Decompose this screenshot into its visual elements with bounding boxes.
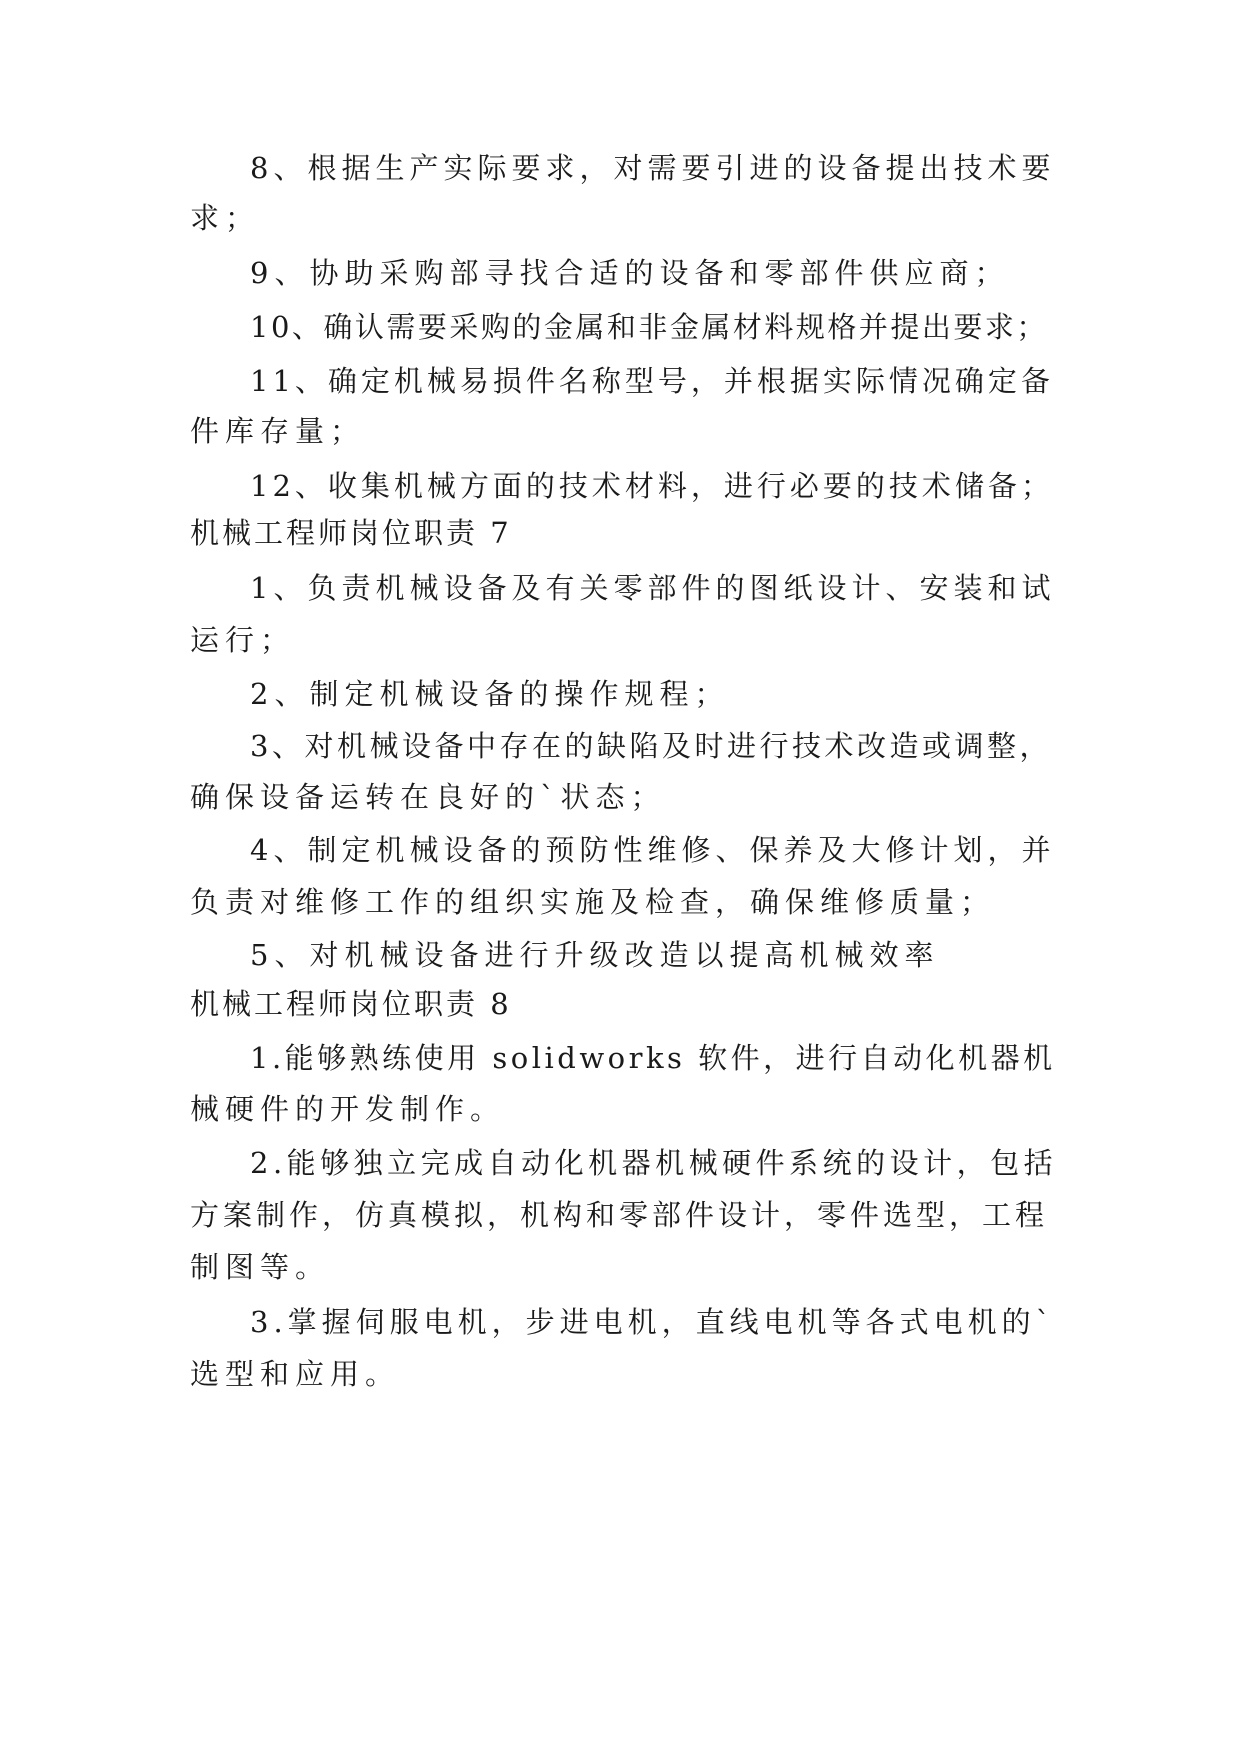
paragraph-line: 选型和应用。 (190, 1357, 401, 1391)
paragraph-line: 运行； (190, 623, 296, 657)
paragraph-line: 制图等。 (190, 1250, 331, 1284)
paragraph-line: 3、对机械设备中存在的缺陷及时进行技术改造或调整， (250, 729, 1052, 763)
paragraph-line: 12、收集机械方面的技术材料，进行必要的技术储备； (250, 469, 1054, 503)
paragraph-line: 负责对维修工作的组织实施及检查，确保维修质量； (190, 885, 996, 919)
paragraph-line: 10、确认需要采购的金属和非金属材料规格并提出要求； (250, 310, 1048, 344)
paragraph-line: 11、确定机械易损件名称型号，并根据实际情况确定备 (250, 364, 1054, 398)
section-heading: 机械工程师岗位职责 8 (190, 987, 512, 1021)
paragraph-line: 确保设备运转在良好的`状态； (190, 780, 666, 814)
paragraph-line: 9、协助采购部寻找合适的设备和零部件供应商； (250, 256, 1010, 290)
paragraph-line: 8、根据生产实际要求，对需要引进的设备提出技术要 (250, 151, 1056, 185)
paragraph-line: 求； (190, 201, 261, 235)
paragraph-line: 3.掌握伺服电机，步进电机，直线电机等各式电机的` (250, 1305, 1056, 1339)
paragraph-line: 5、对机械设备进行升级改造以提高机械效率 (250, 938, 940, 972)
paragraph-line: 械硬件的开发制作。 (190, 1092, 506, 1126)
paragraph-line: 4、制定机械设备的预防性维修、保养及大修计划，并 (250, 833, 1056, 867)
paragraph-line: 1、负责机械设备及有关零部件的图纸设计、安装和试 (250, 571, 1056, 605)
paragraph-line: 1.能够熟练使用 solidworks 软件，进行自动化机器机 (250, 1041, 1056, 1075)
section-heading: 机械工程师岗位职责 7 (190, 516, 512, 550)
paragraph-line: 2、制定机械设备的操作规程； (250, 677, 730, 711)
paragraph-line: 件库存量； (190, 414, 366, 448)
paragraph-line: 2.能够独立完成自动化机器机械硬件系统的设计，包括 (250, 1146, 1058, 1180)
paragraph-line: 方案制作，仿真模拟，机构和零部件设计，零件选型，工程 (190, 1198, 1049, 1232)
